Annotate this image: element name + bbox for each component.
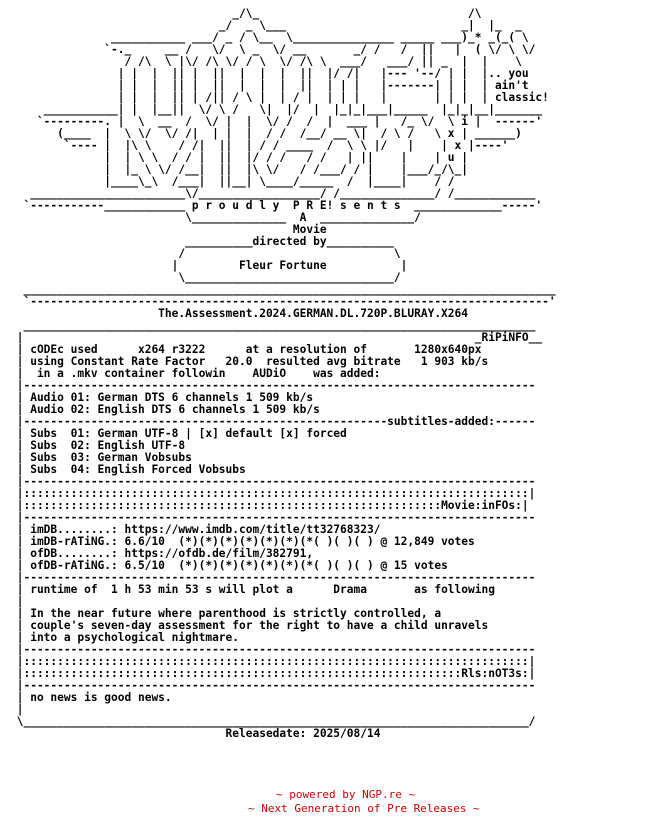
footer-powered-by: ~ powered by NGP.re ~ <box>276 788 416 801</box>
release-name: The.Assessment.2024.GERMAN.DL.720P.BLURAY.X264 <box>158 307 469 320</box>
nfo-document <box>10 8 556 740</box>
release-date: Releasedate: 2025/08/14 <box>10 727 381 740</box>
ascii-logo-art: _/\_ /\ _/ _ \___ _| |_ _ ___________ ___/ _ / \__ \_______________ _____ ___)_* _(_( \ `-._ __ / \/ \ _ \/ __ _/ / / || | ( \/ \ \/ / /\ \ |\/ /\ \/ / \ \/ /\ \ ___/ ___/ || _ | | \ | | | || | || | | | || |/ /| |--- '--/ | | |.. you | | | || | || | | | || | | | |-------| | | | ain't | | | || | /|| / \ | | / | | | | | | | | | classic! ___________| | |__|| \/ \ / \| |/ | |_|_|___|_____ |_|_|__|_______ `---------. | \ __ / \/ | | \/ / / | ___ | /_ \/ \ i | ------' (____ | \ \/ \/ /| | | | / / /__/ __ \| / \ / \ x | ______) `---- | |\ \ / /| || | / / ____ / \ \ |/ | | x |----' | | \ \ / / | || |/ / / / / | || | | u | | |_ \ \/ /__| || |\ \/ / /___/ / | |___/_/\_| |____\_\ /___| ||__| \____/_____ / |____| / / _______________________\/__________________/ /______________/ /____________ `-----------____________ p r o u d l y P R E! s e n t s _____________-----' \______________ A ______________/ Movie __________directed by__________ / \ | Fleur Fortune | \_______________________________/ _______________________________________________________________________________ `-----------------------------------------------------------------------------' <box>23 7 556 308</box>
footer <box>0 788 648 830</box>
release-info-block: ____________________________________________________________________________ | _RiPiNFO__ | cODEc used x264 r3222 at a resolution of 1280x640px | using Constant Rate Factor 20.0 resulted avg bitrate 1 903 kb/s | in a .mkv container followin AUDiO was added: |---------------------------------------------------------------------------- | Audio 01: German DTS 6 channels 1 509 kb/s | Audio 02: English DTS 6 channels 1 509 kb/s |------------------------------------------------------subtitles-added:------ | Subs 01: German UTF-8 | [x] default [x] forced | Subs 02: English UTF-8 | Subs 03: German Vobsubs | Subs 04: English Forced Vobsubs |---------------------------------------------------------------------------- |:::::::::::::::::::::::::::::::::::::::::::::::::::::::::::::::::::::::::::| |::::::::::::::::::::::::::::::::::::::::::::::::::::::::::::::Movie:inFOs:| |---------------------------------------------------------------------------- | imDB........: https://www.imdb.com/title/tt32768323/ | imDB-rATiNG.: 6.6/10 (*)(*)(*)(*)(*)(*)(*( )( )( ) @ 12,849 votes | ofDB........: https://ofdb.de/film/382791, | ofDB-rATiNG.: 6.5/10 (*)(*)(*)(*)(*)(*)(*( )( )( ) @ 15 votes |---------------------------------------------------------------------------- | runtime of 1 h 53 min 53 s will plot a Drama as following | | In the near future where parenthood is strictly controlled, a | couple's seven-day assessment for the right to have a child unravels | into a psychological nightmare. |---------------------------------------------------------------------------- |:::::::::::::::::::::::::::::::::::::::::::::::::::::::::::::::::::::::::::| |:::::::::::::::::::::::::::::::::::::::::::::::::::::::::::::::::Rls:nOT3s:| |---------------------------------------------------------------------------- | no news is good news. | \___________________________________________________________________________/ <box>16 319 543 728</box>
footer-tagline: ~ Next Generation of Pre Releases ~ <box>248 802 480 815</box>
